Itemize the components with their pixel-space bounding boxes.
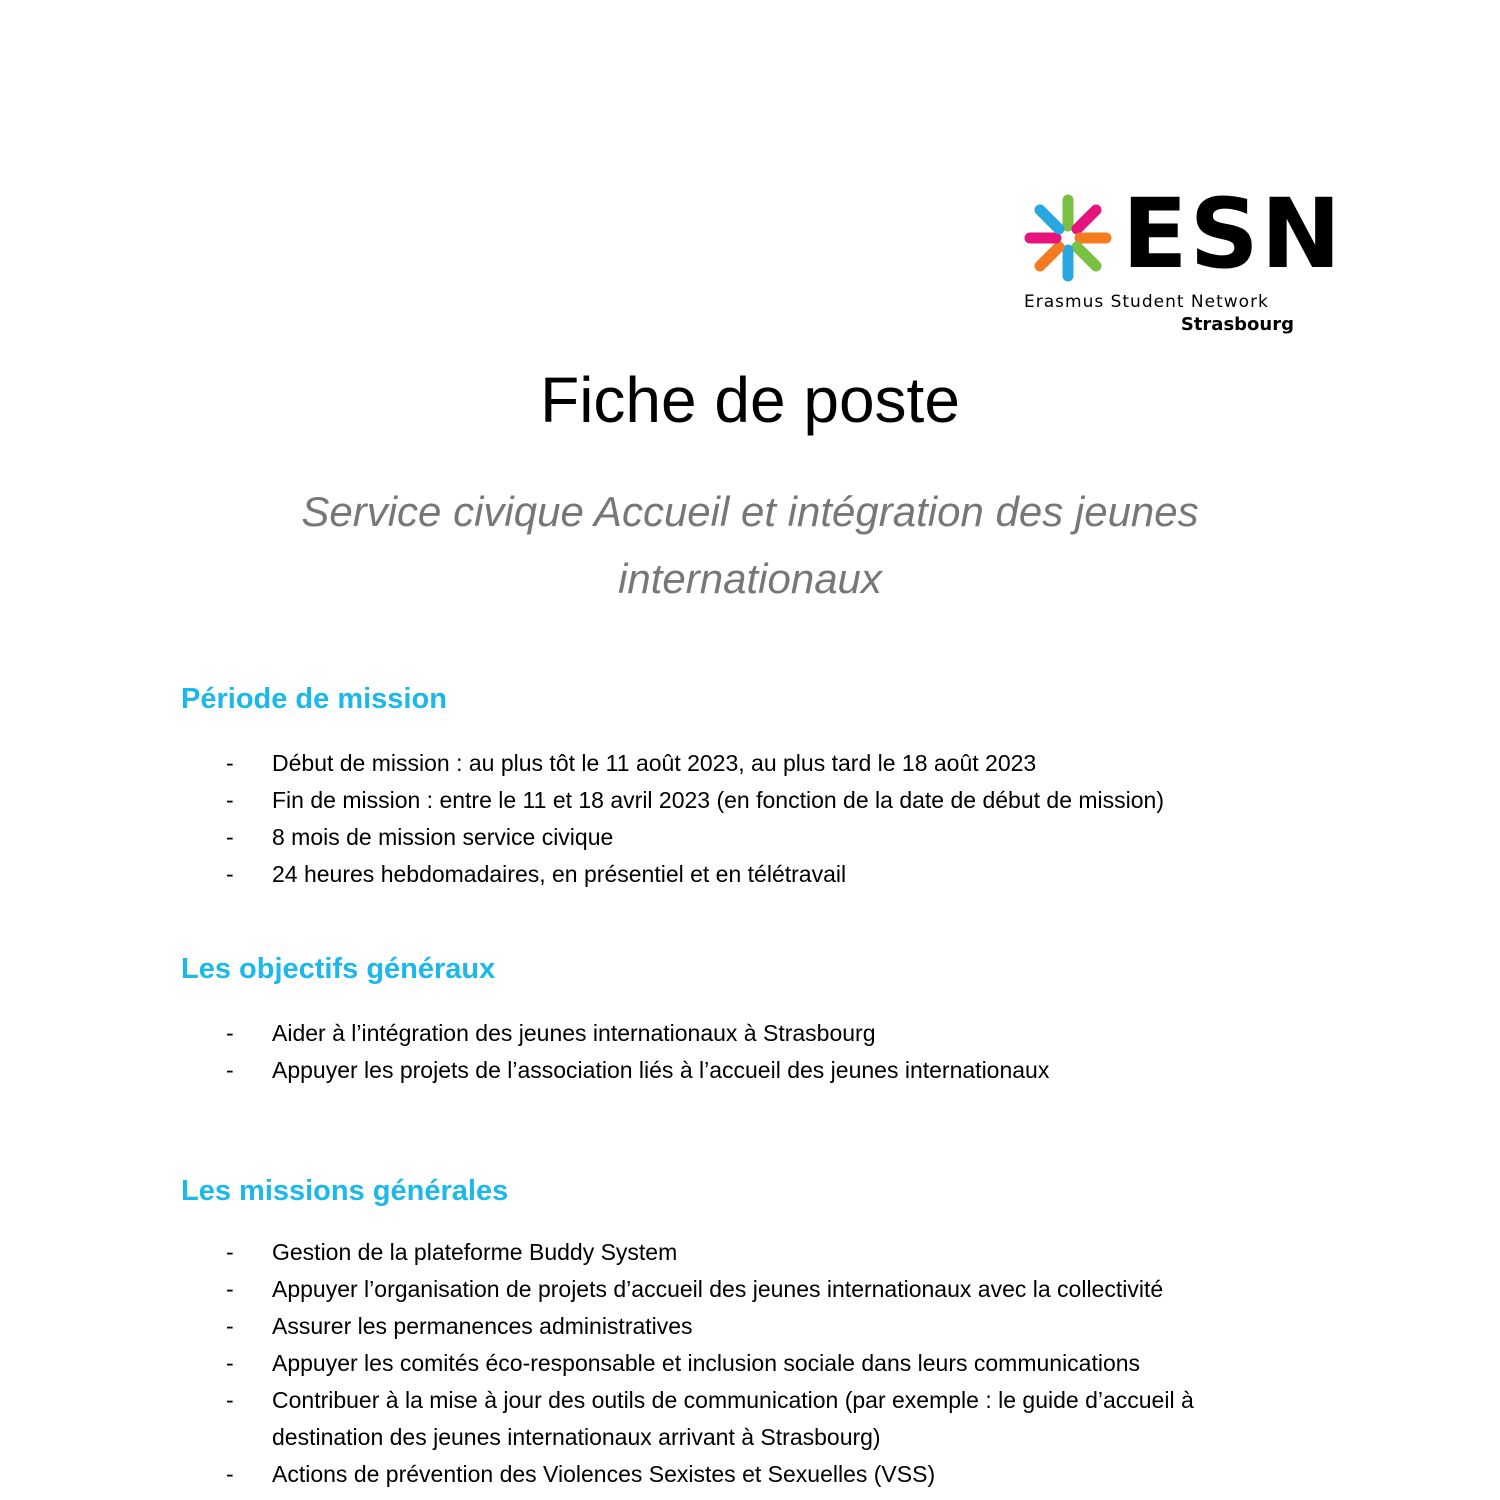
list-item xyxy=(0,1052,1302,1089)
bullet: - xyxy=(226,1461,234,1487)
list-item xyxy=(0,1015,1302,1052)
item-text: 8 mois de mission service civique xyxy=(272,824,614,850)
item-text: Contribuer à la mise à jour des outils de communication (par exemple : le guide d’accueil à destination des jeunes internationaux arrivant à Strasbourg) xyxy=(272,1387,1194,1450)
list-item xyxy=(0,1271,1302,1308)
page-subtitle: Service civique Accueil et intégration des jeunes internationaux xyxy=(301,488,1199,602)
bullet: - xyxy=(226,787,234,813)
section-list xyxy=(0,1015,1302,1089)
bullet: - xyxy=(226,861,234,887)
item-text: Appuyer l’organisation de projets d’accueil des jeunes internationaux avec la collectivité xyxy=(272,1276,1164,1302)
bullet: - xyxy=(226,1313,234,1339)
item-text: Actions de prévention des Violences Sexistes et Sexuelles (VSS) xyxy=(272,1461,936,1487)
list-item xyxy=(0,782,1302,819)
list-item xyxy=(0,745,1302,782)
list-item xyxy=(0,819,1302,856)
item-text: Gestion de la plateforme Buddy System xyxy=(272,1239,678,1265)
bullet: - xyxy=(226,1387,234,1413)
list-item xyxy=(0,1308,1302,1345)
list-item xyxy=(0,1382,1302,1456)
item-text: Appuyer les comités éco-responsable et inclusion sociale dans leurs communications xyxy=(272,1350,1141,1376)
bullet: - xyxy=(226,1020,234,1046)
item-text: Aider à l’intégration des jeunes internationaux à Strasbourg xyxy=(272,1020,876,1046)
item-text: 24 heures hebdomadaires, en présentiel et en télétravail xyxy=(272,861,847,887)
item-text: Appuyer les projets de l’association liés à l’accueil des jeunes internationaux xyxy=(272,1057,1050,1083)
bullet: - xyxy=(226,1057,234,1083)
list-item xyxy=(0,1456,1302,1493)
bullet: - xyxy=(226,1350,234,1376)
bullet: - xyxy=(226,824,234,850)
bullet: - xyxy=(226,750,234,776)
item-text: Fin de mission : entre le 11 et 18 avril 2023 (en fonction de la date de début de mission) xyxy=(272,787,1164,813)
section-list xyxy=(0,1234,1302,1493)
logo-city: Strasbourg xyxy=(1180,314,1294,335)
section-heading: Les objectifs généraux xyxy=(181,953,496,985)
bullet: - xyxy=(226,1239,234,1265)
list-item xyxy=(0,1234,1302,1271)
item-text: Assurer les permanences administratives xyxy=(272,1313,693,1339)
bullet: - xyxy=(226,1276,234,1302)
section-list xyxy=(0,745,1302,893)
section-heading: Période de mission xyxy=(181,683,447,715)
section-heading: Les missions générales xyxy=(181,1175,509,1207)
logo-name: Erasmus Student Network xyxy=(1024,292,1269,312)
list-item xyxy=(0,856,1302,893)
logo-mark: ESN xyxy=(1122,178,1344,290)
item-text: Début de mission : au plus tôt le 11 août 2023, au plus tard le 18 août 2023 xyxy=(272,750,1037,776)
list-item xyxy=(0,1345,1302,1382)
page-title: Fiche de poste xyxy=(540,364,960,436)
